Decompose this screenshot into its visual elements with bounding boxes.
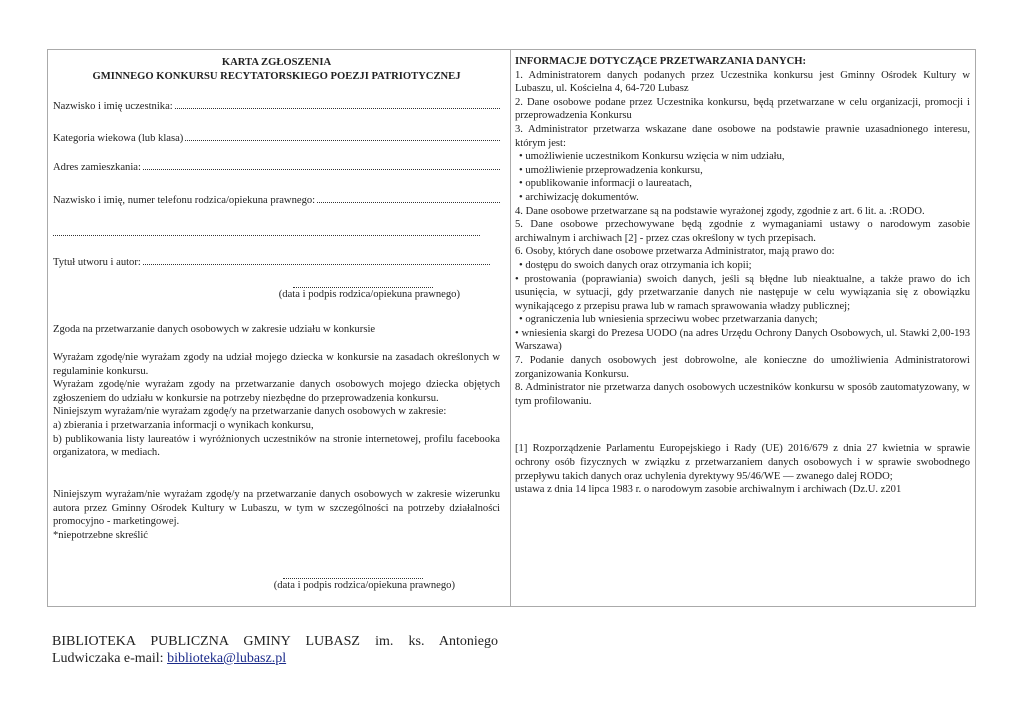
consent-heading: Zgoda na przetwarzanie danych osobowych w zakresie udziału w konkursie xyxy=(53,324,376,335)
bullet-item: • opublikowanie informacji o laureatach, xyxy=(519,178,692,190)
dotted-line xyxy=(143,255,490,265)
signature-line[interactable] xyxy=(293,278,433,288)
title-line-1: KARTA ZGŁOSZENIA xyxy=(221,57,332,68)
info-item-6: 6. Osoby, których dane osobowe przetwarza Administrator, mają prawo do: xyxy=(515,246,835,258)
consent-scope-b: b) publikowania listy laureatów i wyróżnionych uczestników na stronie internetowej, profilu facebooka organizatora, w mediach. xyxy=(53,433,500,459)
consent-scope: Niniejszym wyrażam/nie wyrażam zgodę/y na przetwarzanie danych osobowych w zakresie: xyxy=(53,406,447,418)
bullet-item: • ograniczenia lub wniesienia sprzeciwu wobec przetwarzania danych; xyxy=(519,314,818,326)
image-consent-section xyxy=(53,488,500,542)
dotted-line xyxy=(143,160,500,170)
data-processing-info-column xyxy=(515,55,970,497)
dotted-line xyxy=(317,193,500,203)
participant-name-field[interactable] xyxy=(53,99,500,114)
info-heading: INFORMACJE DOTYCZĄCE PRZETWARZANIA DANYCH: xyxy=(515,56,807,67)
field-label: Kategoria wiekowa (lub klasa) xyxy=(53,133,184,144)
bullet-item: • umożliwienie uczestnikom Konkursu wzięcia w nim udziału, xyxy=(519,151,785,163)
email-link[interactable]: biblioteka@lubasz.pl xyxy=(167,651,287,666)
work-title-field[interactable] xyxy=(53,255,500,270)
bullet-item: • archiwizację dokumentów. xyxy=(519,191,639,203)
address-field[interactable] xyxy=(53,160,500,175)
signature-caption: (data i podpis rodzica/opiekuna prawnego) xyxy=(278,289,460,300)
footnote-2: ustawa z dnia 14 lipca 1983 r. o narodowym zasobie archiwalnym i archiwach (Dz.U. z201 xyxy=(515,484,902,496)
field-label: Adres zamieszkania: xyxy=(53,162,141,173)
consent-data-processing: Wyrażam zgodę/nie wyrażam zgody na przetwarzanie danych osobowych mojego dziecka objętych zgłoszeniem do udziału w konkursie na potrzeby niezbędne do przeprowadzenia konkursu. xyxy=(53,379,500,404)
info-item-8: 8. Administrator nie przetwarza danych osobowych uczestników konkursu w sposób zautomatyzowany, w tym profilowaniu. xyxy=(515,382,970,407)
column-divider xyxy=(510,49,511,607)
bullet-item: • prostowania (poprawiania) swoich danych, jeśli są błędne lub nieaktualne, a także prawo do ich usunięcia, w sytuacji, gdy przetwarzanie danych nie następuje w celu wywiązania się z obowiązku wynikającego z przepisu prawa lub w ramach sprawowania władzy publicznej; xyxy=(515,273,970,312)
dotted-line xyxy=(53,226,480,236)
consent-section xyxy=(53,351,500,460)
info-item-2: 2. Dane osobowe podane przez Uczestnika konkursu, będą przetwarzane w celu organizacji, promocji i przeprowadzenia Konkursu xyxy=(515,96,970,122)
footer-text: BIBLIOTEKA PUBLICZNA GMINY LUBASZ im. ks. Antoniego Ludwiczaka e-mail: xyxy=(52,634,498,666)
registration-form-column xyxy=(53,56,500,591)
title-line-2: GMINNEGO KONKURSU RECYTATORSKIEGO POEZJI PATRIOTYCZNEJ xyxy=(92,70,461,82)
info-item-7: 7. Podanie danych osobowych jest dobrowolne, ale konieczne do umożliwienia Administratorowi zorganizowania Konkursu. xyxy=(515,355,970,380)
dotted-line xyxy=(175,99,500,109)
consent-participation: Wyrażam zgodę/nie wyrażam zgody na udział mojego dziecka w konkursie na zasadach określonych w regulaminie konkursu. xyxy=(53,352,500,377)
footnote-1: [1] Rozporządzenie Parlamentu Europejskiego i Rady (UE) 2016/679 z dnia 27 kwietnia w sprawie ochrony osób fizycznych w związku z przetwarzaniem danych osobowych i w sprawie swobodnego przepływu takich danych oraz uchylenia dyrektywy 95/46/WE — zwanego dalej RODO; xyxy=(515,443,970,482)
info-item-3: 3. Administrator przetwarza wskazane dane osobowe na podstawie prawnie uzasadnionego interesu, którym jest: xyxy=(515,123,970,149)
info-item-5: 5. Dane osobowe przechowywane będą zgodnie z wymaganiami ustawy o narodowym zasobie archiwalnym i archiwach [2] - przez czas określony w tych przepisach. xyxy=(515,219,970,244)
field-label: Tytuł utworu i autor: xyxy=(53,257,141,268)
consent-scope-a: a) zbierania i przetwarzania informacji o wynikach konkursu, xyxy=(53,419,314,431)
signature-line[interactable] xyxy=(283,569,423,579)
image-consent: Niniejszym wyrażam/nie wyrażam zgodę/y na przetwarzanie danych osobowych w zakresie wizerunku autora przez Gminny Ośrodek Kultury w Lubaszu, w tym w szczególności na potrzeby działalności promocyjno - marketingowej. xyxy=(53,489,500,528)
strike-note: *niepotrzebne skreślić xyxy=(53,529,149,541)
bullet-item: • wniesienia skargi do Prezesa UODO (na adres Urzędu Ochrony Danych Osobowych, ul. Stawki 2,00-193 Warszawa) xyxy=(515,327,970,353)
bullet-item: • umożliwienie przeprowadzenia konkursu, xyxy=(519,164,703,176)
age-category-field[interactable] xyxy=(53,131,500,146)
info-item-4: 4. Dane osobowe przetwarzane są na podstawie wyrażonej zgody, zgodnie z art. 6 lit. a. :RODO. xyxy=(515,205,925,217)
guardian-field-continued[interactable] xyxy=(53,226,500,236)
info-item-1: 1. Administratorem danych podanych przez Uczestnika konkursu jest Gminny Ośrodek Kultury w Lubaszu, ul. Kościelna 4, 64-720 Lubasz xyxy=(515,69,970,95)
dotted-line xyxy=(185,131,500,141)
signature-block-2 xyxy=(53,569,500,593)
library-footer xyxy=(52,633,498,667)
form-title xyxy=(53,56,500,83)
signature-block-1 xyxy=(53,278,500,302)
guardian-field[interactable] xyxy=(53,193,500,208)
field-label: Nazwisko i imię uczestnika: xyxy=(53,101,173,112)
bullet-item: • dostępu do swoich danych oraz otrzymania ich kopii; xyxy=(519,259,752,271)
signature-caption: (data i podpis rodzica/opiekuna prawnego) xyxy=(273,580,455,591)
field-label: Nazwisko i imię, numer telefonu rodzica/opiekuna prawnego: xyxy=(53,195,316,206)
